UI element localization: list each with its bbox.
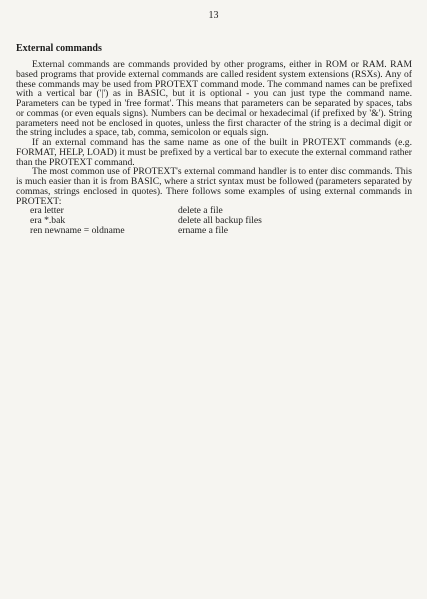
example-description: delete all backup files — [178, 215, 262, 226]
paragraph-disc-commands: The most common use of PROTEXT's external command handler is to enter disc commands. This is much easier than it is from BASIC, where a strict syntax must be followed (parameters separated by commas, strings enclosed in quotes). There follows some examples of using external commands in PROTEXT: — [16, 166, 412, 207]
paragraph-intro: External commands are commands provided by other programs, either in ROM or RAM. RAM based programs that provide external commands are called resident system extensions (RSXs). Any of these commands may be used from PROTEXT command mode. The command names can be prefixed with a vertical bar ('|') as in BASIC, but it is optional - you can just type the command name. Parameters can be typed in 'free format'. This means that parameters can be separated by spaces, tabs or commas (or even equals signs). Numbers can be decimal or hexadecimal (if prefixed by '&'). String parameters need not be enclosed in quotes, unless the first character of the string is a decimal digit or the string includes a space, tab, comma, semicolon or equals sign. — [16, 59, 412, 139]
section-heading: External commands — [16, 43, 102, 54]
example-command: era *.bak — [30, 215, 66, 226]
example-description: ername a file — [178, 224, 229, 236]
example-command: ren newname = oldname — [30, 224, 125, 236]
section-body — [16, 60, 412, 236]
example-list — [16, 206, 412, 235]
paragraph-name-clash: If an external command has the same name as one of the built in PROTEXT commands (e.g. FORMAT, HELP, LOAD) it must be prefixed by a vertical bar to execute the external command rather than the PROTEXT command. — [16, 137, 412, 168]
example-command: era letter — [30, 205, 64, 217]
example-description: delete a file — [178, 205, 223, 217]
page-number: 13 — [208, 10, 219, 21]
example-row — [16, 226, 412, 236]
